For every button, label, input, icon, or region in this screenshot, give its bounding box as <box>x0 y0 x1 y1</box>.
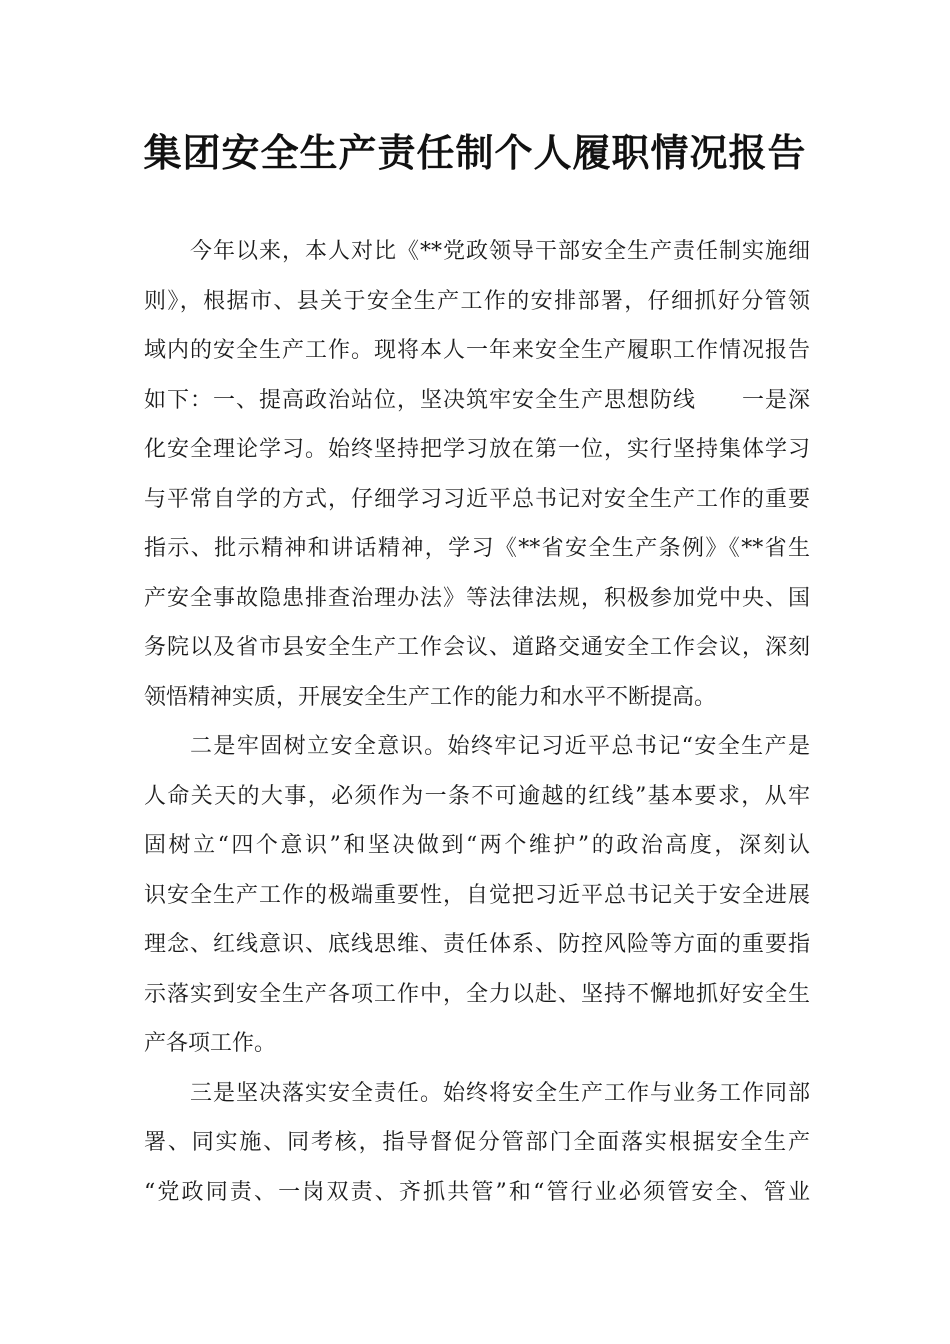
paragraph-2-line-6: 示落实到安全生产各项工作中，全力以赴、坚持不懈地抓好安全生 <box>144 981 810 1007</box>
paragraph-3-line-2: 署、同实施、同考核，指导督促分管部门全面落实根据安全生产 <box>144 1130 810 1155</box>
paragraph-1-line-10: 领悟精神实质，开展安全生产工作的能力和水平不断提高。 <box>144 684 717 710</box>
paragraph-1-line-2: 则》，根据市、县关于安全生产工作的安排部署，仔细抓好分管领 <box>144 288 810 314</box>
paragraph-2-line-2: 人命关天的大事，必须作为一条不可逾越的红线”基本要求，从牢 <box>144 783 810 809</box>
paragraph-1-line-9: 务院以及省市县安全生产工作会议、道路交通安全工作会议，深刻 <box>144 635 810 660</box>
paragraph-1-line-6: 与平常自学的方式，仔细学习习近平总书记对安全生产工作的重要 <box>144 486 810 512</box>
paragraph-2-line-1: 二是牢固树立安全意识。始终牢记习近平总书记“安全生产是 <box>190 734 810 759</box>
paragraph-1-line-8: 产安全事故隐患排查治理办法》等法律法规，积极参加党中央、国 <box>144 585 810 611</box>
paragraph-1-line-4: 如下：一、提高政治站位，坚决筑牢安全生产思想防线 一是深 <box>144 387 810 413</box>
paragraph-1-line-1: 今年以来，本人对比《**党政领导干部安全生产责任制实施细 <box>190 239 810 264</box>
document-body <box>144 227 810 1217</box>
document-title: 集团安全生产责任制个人履职情况报告 <box>143 131 807 175</box>
paragraph-3-line-1: 三是坚决落实安全责任。始终将安全生产工作与业务工作同部 <box>190 1080 810 1106</box>
paragraph-2-line-3: 固树立“四个意识”和坚决做到“两个维护”的政治高度，深刻认 <box>144 833 810 858</box>
paragraph-1-line-5: 化安全理论学习。始终坚持把学习放在第一位，实行坚持集体学习 <box>144 437 810 462</box>
paragraph-3-line-3: “党政同责、一岗双责、齐抓共管”和“管行业必须管安全、管业 <box>144 1179 810 1205</box>
paragraph-2-line-4: 识安全生产工作的极端重要性，自觉把习近平总书记关于安全进展 <box>144 882 810 908</box>
paragraph-2-line-5: 理念、红线意识、底线思维、责任体系、防控风险等方面的重要指 <box>144 932 810 957</box>
paragraph-1-line-3: 域内的安全生产工作。现将本人一年来安全生产履职工作情况报告 <box>144 338 810 363</box>
paragraph-1-line-7: 指示、批示精神和讲话精神，学习《**省安全生产条例》《**省生 <box>144 536 810 561</box>
paragraph-2-line-7: 产各项工作。 <box>144 1031 277 1056</box>
